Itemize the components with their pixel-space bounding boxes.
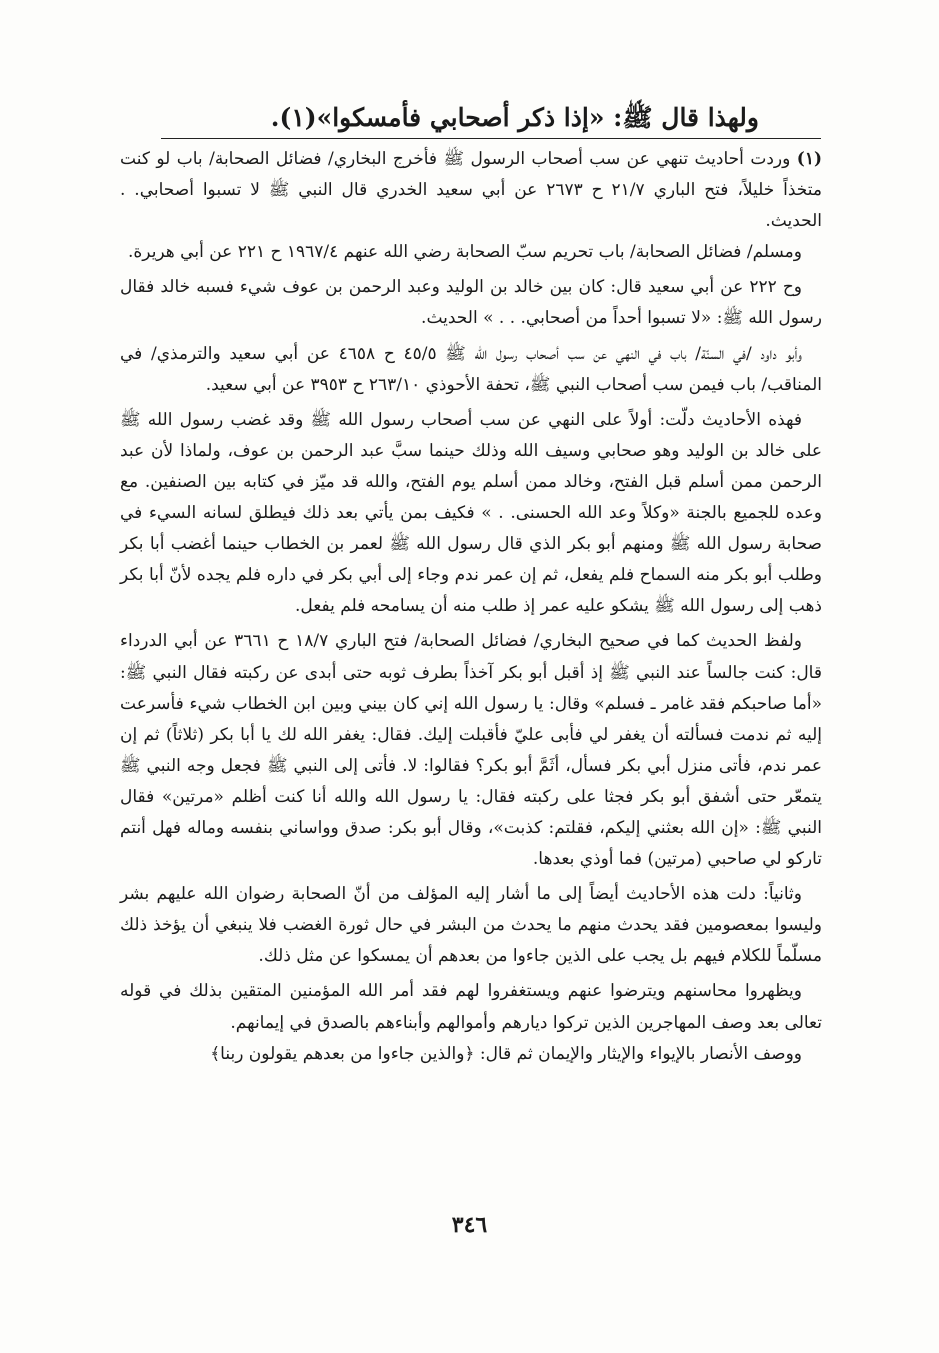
footnote-paragraph: وح ٢٢٢ عن أبي سعيد قال: كان بين خالد بن الوليد وعبد الرحمن بن عوف شيء فسبه خالد فقال رسول الله ﷺ: «لا تسبوا أحداً من أصحابي. . . » الحديث.: [120, 277, 822, 329]
footnote-text: وردت أحاديث تنهي عن سب أصحاب الرسول ﷺ فأخرج البخاري/ فضائل الصحابة/ باب لو كنت متخذاً خليلاً، فتح الباري ٢١/٧ ح ٢٦٧٣ عن أبي سعيد الخدري قال النبي ﷺ لا تسبوا أصحابي. . الحديث.: [120, 149, 822, 232]
footnote-paragraph: وثانياً: دلت هذه الأحاديث أيضاً إلى ما أشار إليه المؤلف من أنّ الصحابة رضوان الله عليهم بشر وليسوا بمعصومين فقد يحدث منهم ما يحدث من البشر في حال ثورة الغضب فلا ينبغي أن يؤخذ ذلك مسلّماً للكلام فيهم بل يجب على الذين جاءوا من بعدهم أن يمسكوا عن مثل ذلك.: [120, 884, 822, 967]
footnote-paragraph: [120, 144, 822, 237]
footnote-paragraph: ومسلم/ فضائل الصحابة/ باب تحريم سبّ الصحابة رضي الله عنهم ١٩٦٧/٤ ح ٢٢١ عن أبي هريرة.: [128, 242, 802, 263]
footnote-paragraph: ووصف الأنصار بالإيواء والإيثار والإيمان ثم قال: ﴿والذين جاءوا من بعدهم يقولون ربنا﴾: [210, 1043, 802, 1064]
main-text-line: ولهذا قال ﷺ: «إذا ذكر أصحابي فأمسكوا»(١).: [270, 103, 759, 132]
page-number: ٣٤٦: [451, 1212, 488, 1238]
footnote-paragraph: وأبو داود /في السنّة/ باب في النهي عن سب أصحاب رسول الله ﷺ ٤٥/٥ ح ٤٦٥٨ عن أبي سعيد والترمذي/ في المناقب/ باب فيمن سب أصحاب النبي ﷺ، تحفة الأحوذي ٢٦٣/١٠ ح ٣٩٥٣ عن أبي سعيد.: [120, 343, 822, 395]
footnote-marker: (١): [796, 149, 822, 169]
footnote-separator: [161, 138, 821, 139]
footnote-paragraph: فهذه الأحاديث دلّت: أولاً على النهي عن سب أصحاب رسول الله ﷺ وقد غضب رسول الله ﷺ على خالد بن الوليد وهو صحابي وسيف الله وذلك حينما سبَّ عبد الرحمن بن عوف، ولماذا لأن عبد الرحمن ممن أسلم قبل الفتح، وخالد ممن أسلم يوم الفتح، والله قد ميّز في كتابه بين الصنفين. مع وعده للجميع بالجنة «وكلاً وعد الله الحسنى. . » فكيف بمن يأتي بعد ذلك فيطلق لسانه السيء في صحابة رسول الله ﷺ ومنهم أبو بكر الذي قال رسول الله ﷺ لعمر بن الخطاب حينما أغضب أبا بكر وطلب أبو بكر منه السماح فلم يفعل، ثم إن عمر ندم وجاء إلى أبي بكر في داره فلم يجده لأنّ أبا بكر ذهب إلى رسول الله ﷺ يشكو عليه عمر إذ طلب منه أن يسامحه فلم يفعل.: [120, 409, 822, 617]
footnote-block: [120, 144, 822, 1070]
footnote-paragraph: ولفظ الحديث كما في صحيح البخاري/ فضائل الصحابة/ فتح الباري ١٨/٧ ح ٣٦٦١ عن أبي الدرداء قال: كنت جالساً عند النبي ﷺ إذ أقبل أبو بكر آخذاً بطرف ثوبه حتى أبدى عن ركبته فقال النبي ﷺ: «أما صاحبكم فقد غامر ـ فسلم» وقال: يا رسول الله إني كان بيني وبين ابن الخطاب شيء فأسرعت إليه ثم ندمت فسألته أن يغفر لي فأبى عليّ فأقبلت إليك. فقال: يغفر الله لك يا أبا بكر (ثلاثاً) ثم إن عمر ندم، فأتى منزل أبي بكر فسأل، أثَمَّ أبو بكر؟ فقالوا: لا. فأتى إلى النبي ﷺ فجعل وجه النبي ﷺ يتمعّر حتى أشفق أبو بكر فجثا على ركبته فقال: يا رسول الله والله أنا كنت أظلم «مرتين» فقال النبي ﷺ: «إن الله بعثني إليكم، فقلتم: كذبت»، وقال أبو بكر: صدق وواساني بنفسه وماله فهل أنتم تاركو لي صاحبي (مرتين) فما أوذي بعدها.: [120, 631, 822, 870]
footnote-paragraph: ويظهروا محاسنهم ويترضوا عنهم ويستغفروا لهم فقد أمر الله المؤمنين المتقين بذلك في قوله تعالى بعد وصف المهاجرين الذين تركوا ديارهم وأموالهم وأبناءهم بالصدق في إيمانهم.: [120, 981, 822, 1033]
